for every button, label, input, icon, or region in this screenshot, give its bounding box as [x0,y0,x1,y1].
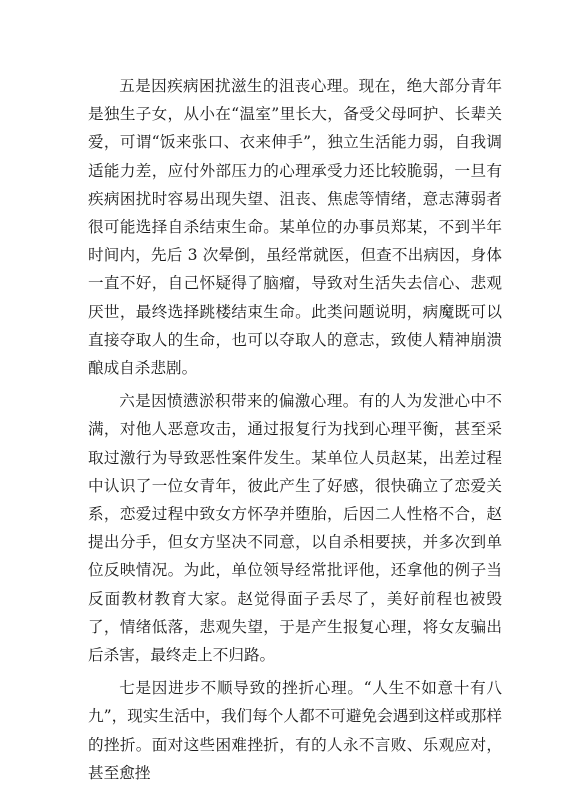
paragraph-seven: 七是因进步不顺导致的挫折心理。“人生不如意十有八九”，现实生活中，我们每个人都不可避免会遇到这样或那样的挫折。面对这些困难挫折，有的人永不言败、乐观应对，甚至愈挫 [88,679,502,782]
paragraph-six: 六是因愤懑淤积带来的偏激心理。有的人为发泄心中不满，对他人恶意攻击，通过报复行为找到心理平衡，甚至采取过激行为导致恶性案件发生。某单位人员赵某，出差过程中认识了一位女青年，彼此产生了好感，很快确立了恋爱关系，恋爱过程中致女方怀孕并堕胎，后因二人性格不合，赵提出分手，但女方坚决不同意，以自杀相要挟，并多次到单位反映情况。为此，单位领导经常批评他，还拿他的例子当反面教材教育大家。赵觉得面子丢尽了，美好前程也被毁了，情绪低落，悲观失望，于是产生报复心理，将女友骗出后杀害，最终走上不归路。 [88,392,502,665]
paragraph-five: 五是因疾病困扰滋生的沮丧心理。现在，绝大部分青年是独生子女，从小在“温室”里长大，备受父母呵护、长辈关爱，可谓“饭来张口、衣来伸手”，独立生活能力弱，自我调适能力差，应付外部压力的心理承受力还比较脆弱，一旦有疾病困扰时容易出现失望、沮丧、焦虑等情绪，意志薄弱者很可能选择自杀结束生命。某单位的办事员郑某，不到半年时间内，先后 3 次晕倒，虽经常就医，但查不出病因，身体一直不好，自己怀疑得了脑瘤，导致对生活失去信心、悲观厌世，最终选择跳楼结束生命。此类问题说明，病魔既可以直接夺取人的生命，也可以夺取人的意志，致使人精神崩溃酿成自杀悲剧。 [88,77,502,378]
document-body [88,72,502,792]
